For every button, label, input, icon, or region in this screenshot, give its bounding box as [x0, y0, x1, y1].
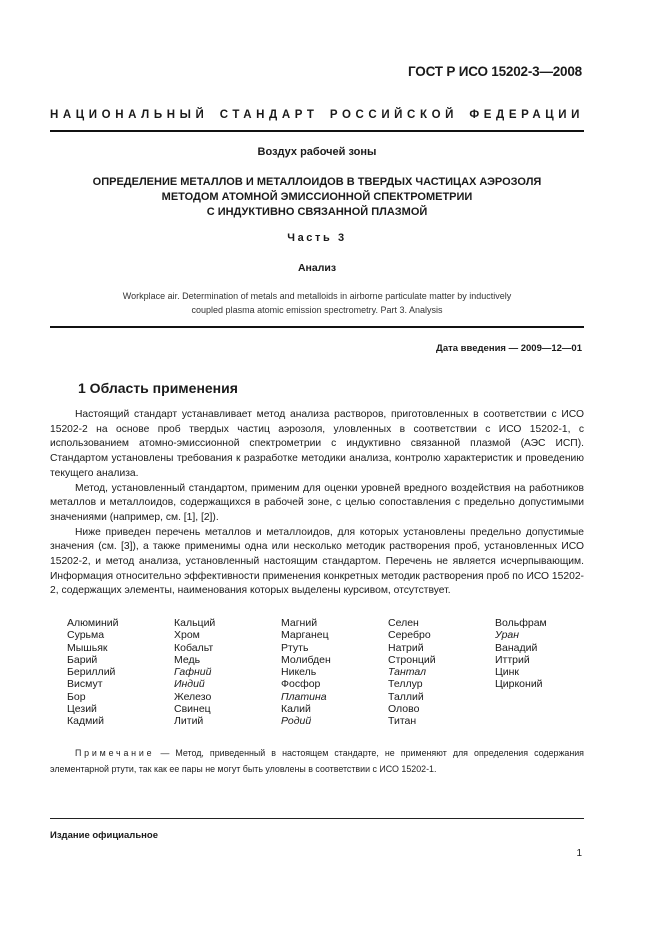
elements-column [67, 617, 174, 728]
element-name: Тантал [388, 666, 427, 679]
element-name: Свинец [174, 703, 211, 716]
element-name: Платина [281, 690, 327, 703]
element-name: Молибден [281, 653, 331, 666]
element-name: Хром [174, 629, 200, 642]
element-name: Никель [281, 666, 317, 679]
element-name: Вольфрам [495, 617, 547, 629]
element-name: Иттрий [495, 653, 530, 666]
element-name: Литий [174, 715, 204, 728]
title-english-line: Workplace air. Determination of metals and metalloids in airborne particulate matter by inductively [122, 291, 512, 301]
title-analysis: Анализ [297, 262, 337, 274]
title-english [50, 289, 584, 317]
element-name: Цезий [67, 703, 97, 716]
title-main [50, 175, 584, 220]
element-name: Стронций [388, 653, 436, 666]
element-name: Кадмий [67, 715, 105, 728]
element-name: Селен [388, 617, 419, 629]
paragraph: Метод, установленный стандартом, применим для оценки уровней вредного воздействия на работников металлов и металлоидов, содержащихся в рабочей зоне, с целью сопоставления с предельно допустимыми значениями (например, см. [1], [2]). [50, 482, 584, 523]
element-name: Теллур [388, 678, 423, 691]
elements-column [174, 617, 281, 728]
element-name: Титан [388, 715, 417, 728]
title-subject: Воздух рабочей зоны [257, 146, 377, 158]
national-standard-banner [50, 109, 584, 121]
paragraph: Ниже приведен перечень металлов и металлоидов, для которых установлены предельно допустимые значения (см. [3]), а также применимы одна или несколько методик растворения проб, установленных ИСО 15202-2, и метод анализа, установленный настоящим стандартом. Перечень не является исчерпывающим. Информация относительно эффективности применения конкретных методик растворения проб по ИСО 15202-2, содержащих элементы, наименования которых выделены курсивом, отсутствует. [50, 526, 584, 597]
element-name: Таллий [388, 690, 424, 703]
element-name: Висмут [67, 678, 103, 691]
element-name: Кобальт [174, 641, 214, 654]
element-name: Серебро [388, 629, 431, 642]
note-text: — Метод, приведенный в настоящем стандарте, не применяют для определения содержания элементарной ртути, так как ее пары не могут быть уловлены в соответствии с ИСО 15202-1. [50, 748, 584, 774]
title-main-line: ОПРЕДЕЛЕНИЕ МЕТАЛЛОВ И МЕТАЛЛОИДОВ В ТВЕРДЫХ ЧАСТИЦАХ АЭРОЗОЛЯ [92, 176, 542, 188]
banner-word: ФЕДЕРАЦИИ [469, 109, 584, 121]
title-main-line: МЕТОДОМ АТОМНОЙ ЭМИССИОННОЙ СПЕКТРОМЕТРИИ [161, 191, 473, 203]
title-english-line: coupled plasma atomic emission spectrometry. Part 3. Analysis [191, 305, 443, 315]
element-name: Медь [174, 653, 201, 666]
introduction-date: Дата введения — 2009—12—01 [436, 343, 582, 354]
element-name: Индий [174, 678, 205, 691]
element-name: Марганец [281, 629, 329, 642]
element-name: Сурьма [67, 629, 105, 642]
section-body [50, 408, 584, 599]
edition-label: Издание официальное [50, 830, 158, 841]
element-name: Цинк [495, 666, 520, 679]
title-part: Часть 3 [287, 232, 347, 244]
elements-column [281, 617, 388, 728]
element-name: Барий [67, 653, 98, 666]
element-name: Уран [495, 629, 520, 642]
note-label: Примечание [75, 748, 155, 758]
element-name: Ванадий [495, 641, 538, 654]
element-name: Мышьяк [67, 641, 108, 654]
element-name: Олово [388, 703, 420, 716]
element-name: Ртуть [281, 641, 309, 654]
elements-column [388, 617, 495, 728]
banner-word: НАЦИОНАЛЬНЫЙ [50, 109, 209, 121]
element-name: Гафний [174, 666, 212, 679]
element-name: Фосфор [281, 678, 321, 691]
element-name: Родий [281, 715, 312, 728]
elements-column [495, 617, 585, 728]
paragraph: Настоящий стандарт устанавливает метод анализа растворов, приготовленных в соответствии с ИСО 15202-2 на основе проб твердых частиц аэрозоля, уловленных в соответствии с ИСО 15202-1, с использованием атомно-эмиссионной спектрометрии с индуктивно связанной плазмой (АЭС ИСП). Стандартом установлены требования к разработке методики анализа, контролю характеристик и проведению текущего анализа. [50, 409, 584, 479]
elements-list [67, 617, 585, 728]
banner-word: СТАНДАРТ [219, 109, 319, 121]
element-name: Кальций [174, 617, 216, 629]
element-name: Цирконий [495, 678, 543, 691]
element-name: Бериллий [67, 666, 116, 679]
element-name: Железо [174, 690, 212, 703]
title-main-line: С ИНДУКТИВНО СВЯЗАННОЙ ПЛАЗМОЙ [206, 206, 428, 218]
top-rule [50, 130, 584, 132]
banner-word: РОССИЙСКОЙ [329, 109, 458, 121]
element-name: Магний [281, 617, 318, 629]
page-number: 1 [576, 848, 582, 859]
section-heading: 1 Область применения [78, 380, 238, 396]
footer-rule [50, 818, 584, 819]
standard-code: ГОСТ Р ИСО 15202-3—2008 [408, 64, 582, 79]
element-name: Калий [281, 703, 311, 716]
title-rule [50, 326, 584, 328]
element-name: Бор [67, 690, 86, 703]
element-name: Натрий [388, 641, 424, 654]
note [50, 745, 584, 777]
element-name: Алюминий [67, 617, 119, 629]
